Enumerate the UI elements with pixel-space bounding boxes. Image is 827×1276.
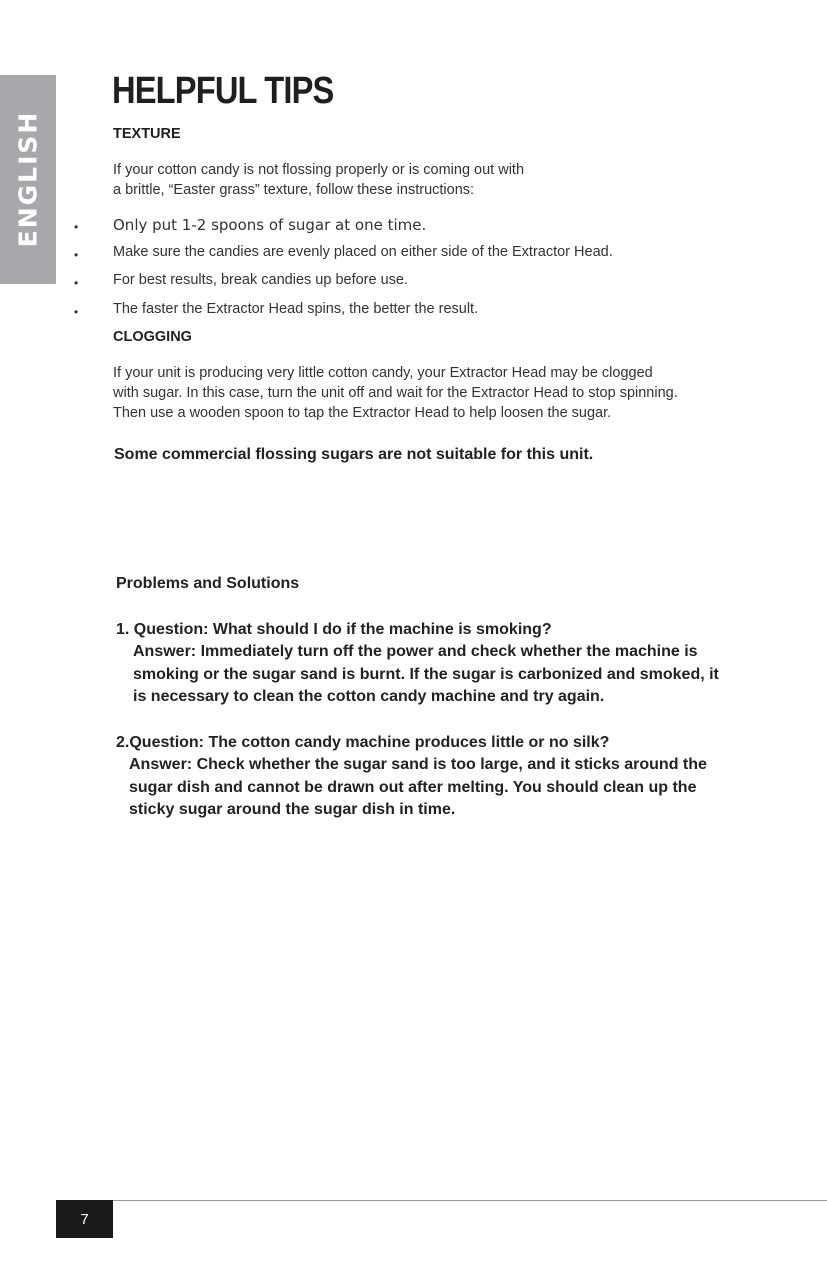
language-side-tab [0,75,56,284]
clogging-line-3: Then use a wooden spoon to tap the Extractor Head to help loosen the sugar. [113,405,612,421]
answer-1-line-3: is necessary to clean the cotton candy machine and try again. [133,688,605,705]
question-1: 1. Question: What should I do if the machine is smoking? [116,621,552,638]
bullet-marker: • [74,305,79,319]
answer-1-line-1: Answer: Immediately turn off the power and check whether the machine is [133,643,698,660]
problems-heading: Problems and Solutions [116,575,300,592]
clogging-line-2: with sugar. In this case, turn the unit off and wait for the Extractor Head to stop spinning. [113,385,678,401]
texture-intro-line-2: a brittle, “Easter grass” texture, follow these instructions: [113,182,475,198]
answer-2-line-1: Answer: Check whether the sugar sand is too large, and it sticks around the [129,756,707,773]
answer-1-line-2: smoking or the sugar sand is burnt. If the sugar is carbonized and smoked, it [133,666,719,683]
texture-tip-3: For best results, break candies up before use. [113,272,408,288]
bullet-marker: • [74,248,79,262]
language-label: ENGLISH [13,110,43,248]
clogging-heading: CLOGGING [113,329,192,345]
texture-tip-2: Make sure the candies are evenly placed on either side of the Extractor Head. [113,244,613,260]
page-number: 7 [56,1200,113,1238]
answer-2-line-3: sticky sugar around the sugar dish in time. [129,801,456,818]
texture-intro-line-1: If your cotton candy is not flossing properly or is coming out with [113,162,525,178]
page-title: HELPFUL TIPS [112,70,334,112]
bullet-marker: • [74,220,79,234]
footer-divider [56,1200,827,1201]
question-2: 2.Question: The cotton candy machine produces little or no silk? [116,734,610,751]
bullet-marker: • [74,276,79,290]
texture-tip-1: Only put 1-2 spoons of sugar at one time. [113,216,427,234]
texture-heading: TEXTURE [113,126,181,142]
answer-2-line-2: sugar dish and cannot be drawn out after melting. You should clean up the [129,779,697,796]
texture-tip-4: The faster the Extractor Head spins, the better the result. [113,301,479,317]
clogging-line-1: If your unit is producing very little cotton candy, your Extractor Head may be clogged [113,365,653,381]
sugar-warning-note: Some commercial flossing sugars are not suitable for this unit. [114,446,594,463]
